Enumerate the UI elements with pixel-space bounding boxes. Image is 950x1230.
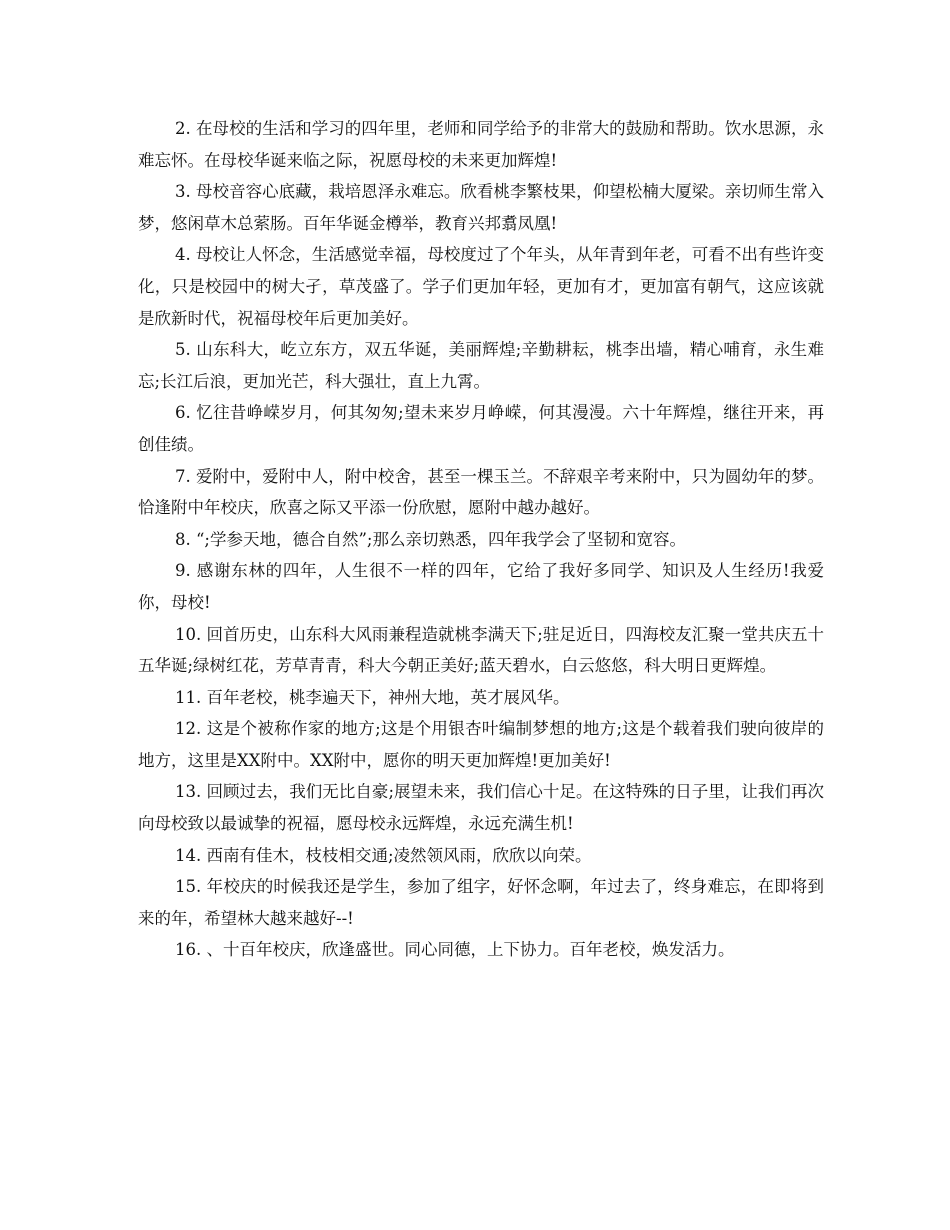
paragraph-6: 6. 忆往昔峥嵘岁月，何其匆匆;望未来岁月峥嵘，何其漫漫。六十年辉煌，继往开来，再创佳绩。 — [138, 403, 824, 454]
paragraph-8: 8. “;学参天地，德合自然”;那么亲切熟悉，四年我学会了坚韧和宽容。 — [175, 529, 686, 549]
paragraph-9: 9. 感谢东林的四年，人生很不一样的四年，它给了我好多同学、知识及人生经历!我爱你，母校! — [138, 561, 824, 612]
paragraph-5: 5. 山东科大，屹立东方，双五华诞，美丽辉煌;辛勤耕耘，桃李出墙，精心哺育，永生难忘;长江后浪，更加光芒，科大强壮，直上九霄。 — [138, 340, 824, 391]
paragraph-2: 2. 在母校的生活和学习的四年里，老师和同学给予的非常大的鼓励和帮助。饮水思源，永难忘怀。在母校华诞来临之际，祝愿母校的未来更加辉煌! — [138, 119, 824, 170]
paragraph-7: 7. 爱附中，爱附中人，附中校舍，甚至一棵玉兰。不辞艰辛考来附中，只为圆幼年的梦。恰逢附中年校庆，欣喜之际又平添一份欣慰，愿附中越办越好。 — [138, 466, 824, 518]
paragraph-16: 16. 、十百年校庆，欣逢盛世。同心同德，上下协力。百年老校，焕发活力。 — [175, 940, 735, 960]
paragraph-13: 13. 回顾过去，我们无比自豪;展望未来，我们信心十足。在这特殊的日子里，让我们再次向母校致以最诚挚的祝福，愿母校永远辉煌，永远充满生机! — [138, 782, 824, 834]
paragraph-14: 14. 西南有佳木，枝枝相交通;凌然领风雨，欣欣以向荣。 — [175, 845, 592, 865]
document-body — [138, 113, 824, 966]
paragraph-15: 15. 年校庆的时候我还是学生，参加了组字，好怀念啊，年过去了，终身难忘，在即将到来的年，希望林大越来越好--! — [138, 877, 824, 928]
paragraph-3: 3. 母校音容心底藏，栽培恩泽永难忘。欣看桃李繁枝果，仰望松楠大厦梁。亲切师生常入梦，悠闲草木总萦肠。百年华诞金樽举，教育兴邦翥凤凰! — [138, 182, 824, 233]
paragraph-4: 4. 母校让人怀念，生活感觉幸福，母校度过了个年头，从年青到年老，可看不出有些许变化，只是校园中的树大孑，草茂盛了。学子们更加年轻，更加有才，更加富有朝气，这应该就是欣新时代，祝福母校年后更加美好。 — [138, 245, 824, 328]
paragraph-12: 12. 这是个被称作家的地方;这是个用银杏叶编制梦想的地方;这是个载着我们驶向彼岸的地方，这里是XX附中。XX附中，愿你的明天更加辉煌!更加美好! — [138, 719, 824, 770]
paragraph-11: 11. 百年老校，桃李遍天下，神州大地，英才展风华。 — [175, 687, 570, 707]
paragraph-10: 10. 回首历史，山东科大风雨兼程造就桃李满天下;驻足近日，四海校友汇聚一堂共庆五十五华诞;绿树红花，芳草青青，科大今朝正美好;蓝天碧水，白云悠悠，科大明日更辉煌。 — [138, 624, 824, 676]
